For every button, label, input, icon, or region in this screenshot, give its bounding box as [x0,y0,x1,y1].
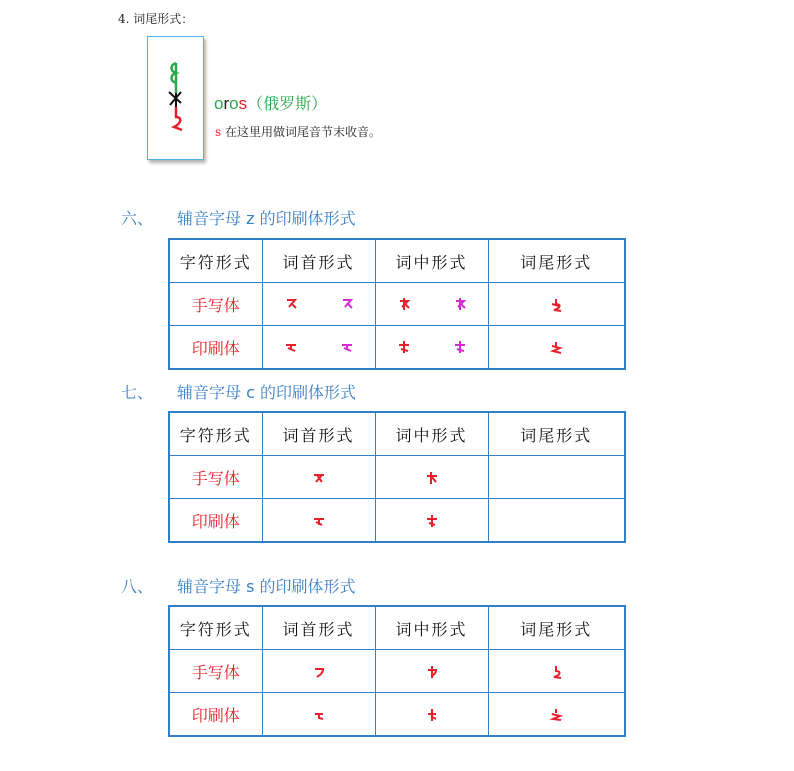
row-label: 印刷体 [169,326,262,370]
s-initial-handwritten-glyph [312,664,326,680]
header-cell: 词尾形式 [488,606,625,650]
header-cell: 词中形式 [375,239,488,283]
word-oros [214,91,327,114]
header-cell: 词首形式 [262,239,375,283]
header-cell: 词首形式 [262,412,375,456]
letter-o: o [214,94,224,113]
empty-cell [488,499,625,543]
row-label: 手写体 [169,456,262,499]
c-initial-print-glyph [312,513,326,529]
row-label: 印刷体 [169,499,262,543]
header-cell: 词中形式 [375,412,488,456]
letter-r: r [223,94,230,113]
item-4-heading: 4. 词尾形式： [118,12,194,26]
row-label: 手写体 [169,283,262,326]
row-label: 手写体 [169,650,262,693]
s-forms-table [168,605,626,737]
s-final-print-glyph [549,707,563,723]
header-cell: 词首形式 [262,606,375,650]
header-cell: 词尾形式 [488,412,625,456]
header-cell: 字符形式 [169,412,262,456]
oros-glyph-image [148,37,203,159]
note-letter: s [215,125,222,139]
table-row [169,326,625,370]
section-6-heading [121,206,356,229]
s-initial-print-glyph [312,707,326,723]
z-medial-handwritten-glyph [397,296,411,312]
section-title: 辅音字母 s 的印刷体形式 [177,577,356,596]
c-initial-handwritten-glyph [312,470,326,486]
section-number: 七、 [121,383,154,402]
empty-cell [488,456,625,499]
z-medial-print-glyph [397,339,411,355]
note-text: 在这里用做词尾音节末收音。 [221,125,381,139]
table-row [169,283,625,326]
table-row [169,456,625,499]
header-cell: 词尾形式 [488,239,625,283]
table-row [169,499,625,543]
c-medial-print-glyph [425,513,439,529]
header-cell: 字符形式 [169,239,262,283]
z-medial-handwritten-alt-glyph [453,296,467,312]
z-final-handwritten-glyph [549,297,563,313]
s-medial-print-glyph [425,707,439,723]
section-7-heading [121,380,356,403]
table-row [169,693,625,737]
word-gloss: （俄罗斯） [247,94,328,113]
word-note [215,123,381,140]
word-glyph-box [147,36,204,160]
row-label: 印刷体 [169,693,262,737]
section-number: 六、 [121,209,154,228]
header-cell: 词中形式 [375,606,488,650]
z-forms-table [168,238,626,370]
z-initial-print-alt-glyph [340,339,354,355]
table-row [169,650,625,693]
table-header-row [169,239,625,283]
z-final-print-glyph [549,340,563,356]
section-title: 辅音字母 c 的印刷体形式 [177,383,356,402]
section-8-heading [121,574,356,597]
section-number: 八、 [121,577,154,596]
s-medial-handwritten-glyph [425,664,439,680]
z-medial-print-alt-glyph [453,339,467,355]
table-header-row [169,606,625,650]
table-header-row [169,412,625,456]
z-initial-handwritten-alt-glyph [340,296,354,312]
section-title: 辅音字母 z 的印刷体形式 [177,209,356,228]
letter-o: o [229,94,239,113]
c-forms-table [168,411,626,543]
z-initial-print-glyph [284,339,298,355]
c-medial-handwritten-glyph [425,470,439,486]
letter-s: s [238,94,248,113]
z-initial-handwritten-glyph [284,296,298,312]
header-cell: 字符形式 [169,606,262,650]
s-final-handwritten-glyph [549,664,563,680]
